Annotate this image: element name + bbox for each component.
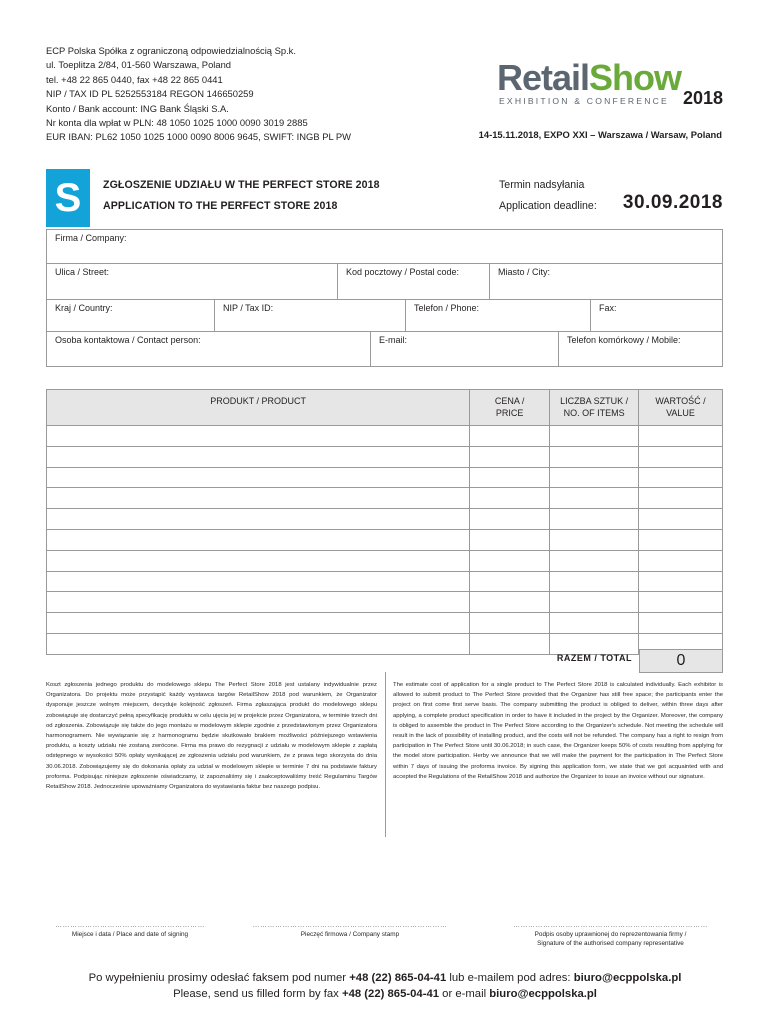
contact-person-field[interactable]: Osoba kontaktowa / Contact person:	[55, 335, 201, 345]
form-row-country	[47, 300, 722, 332]
footer-email-en[interactable]: biuro@ecppolska.pl	[489, 988, 597, 1000]
quantity-cell[interactable]	[550, 633, 639, 654]
table-row	[47, 633, 723, 654]
value-cell[interactable]	[639, 509, 723, 530]
value-cell[interactable]	[639, 613, 723, 634]
price-cell[interactable]	[470, 509, 550, 530]
table-row	[47, 571, 723, 592]
value-cell[interactable]	[639, 529, 723, 550]
product-cell[interactable]	[47, 613, 470, 634]
mobile-field[interactable]: Telefon komórkowy / Mobile:	[558, 332, 724, 367]
footer-pl: Po wypełnieniu prosimy odesłać faksem pod numer +48 (22) 865-04-41 lub e-mailem pod adres: biuro@ecppolska.pl	[88, 972, 682, 984]
postal-code-field[interactable]: Kod pocztowy / Postal code:	[337, 264, 489, 299]
terms-pl: Koszt zgłoszenia jednego produktu do modelowego sklepu The Perfect Store 2018 jest ustalany indywidualnie przez Organizatora. Do projektu może przystąpić każdy wystawca targów RetailShow 2018 pod warunkiem, że Organizator dysponuje jeszcze wolnym miejscem, decyduje kolejność zgłoszeń. Firma zgłaszająca produkt do modelowego sklepu zobowiązuje się dostarczyć pełną specyfikację produktu w celu ujęcia jej w projekcie przez Organizatora, w terminie trzech dni od zgłoszenia. Zobowiązuje się także do jego montażu w modelowym sklepie zgodnie z przedstawionym przez Organizatora harmonogramem. Nie wywiązanie się z harmonogramu będzie skutkowało brakiem możliwości późniejszego wstawienia produktu, a koszty udziału nie zostaną zwrócone. Firma ma prawo do rezygnacji z udziału w modelowym sklepie z zapłatą odstępnego w wysokości 50% opłaty wynikającej ze zgłoszenia udziału pod warunkiem, że z prawa tego skorzysta do dnia 30.06.2018. Zobowiązujemy się do dokonania opłaty za udział w modelowym sklepie w terminie 7 dni na podstawie faktury proforma. Podpisując niniejsze zgłoszenie oświadczamy, iż zapoznaliśmy się i zaakceptowaliśmy treść Regulaminu Targów RetailShow 2018. Jednocześnie upoważniamy Organizatora do wystawiania faktur bez naszego podpisu.	[46, 682, 377, 791]
price-cell[interactable]	[470, 426, 550, 447]
price-cell[interactable]	[470, 592, 550, 613]
email-field[interactable]: E-mail:	[370, 332, 558, 367]
table-row	[47, 550, 723, 571]
quantity-cell[interactable]	[550, 529, 639, 550]
price-cell[interactable]	[470, 613, 550, 634]
product-table	[46, 389, 723, 655]
footer-fax-pl: +48 (22) 865-04-41	[349, 972, 447, 984]
phone-field[interactable]: Telefon / Phone:	[405, 300, 590, 331]
price-cell[interactable]	[470, 571, 550, 592]
footer-instructions	[0, 970, 770, 1002]
footer-email-pl[interactable]: biuro@ecppolska.pl	[573, 972, 682, 984]
product-cell[interactable]	[47, 509, 470, 530]
city-field[interactable]: Miasto / City:	[489, 264, 724, 299]
logo-retail: Retail	[497, 57, 590, 98]
company-tax: NIP / TAX ID PL 5252553184 REGON 146650259	[46, 88, 254, 100]
fax-field[interactable]: Fax:	[590, 300, 724, 331]
value-cell[interactable]	[639, 467, 723, 488]
signature-place-date[interactable]	[46, 921, 214, 939]
company-details-form	[46, 229, 723, 367]
product-cell[interactable]	[47, 592, 470, 613]
value-cell[interactable]	[639, 571, 723, 592]
quantity-cell[interactable]	[550, 571, 639, 592]
table-row	[47, 446, 723, 467]
price-cell[interactable]	[470, 467, 550, 488]
footer-en: Please, send us filled form by fax +48 (22) 865-04-41 or e-mail biuro@ecppolska.pl	[173, 988, 597, 1000]
form-row-address	[47, 264, 722, 300]
form-row-contact	[47, 332, 722, 367]
quantity-cell[interactable]	[550, 488, 639, 509]
company-address: ul. Toeplitza 2/84, 01-560 Warszawa, Poland	[46, 59, 232, 71]
dotted-line: ……………………………………………………………………	[513, 922, 708, 929]
col-product: PRODUKT / PRODUCT	[47, 390, 470, 426]
company-info	[46, 44, 351, 145]
table-row	[47, 509, 723, 530]
table-row	[47, 592, 723, 613]
footer-fax-en: +48 (22) 865-04-41	[341, 988, 440, 1000]
price-cell[interactable]	[470, 529, 550, 550]
value-cell[interactable]	[639, 550, 723, 571]
product-cell[interactable]	[47, 550, 470, 571]
table-row	[47, 426, 723, 447]
signature-representative[interactable]	[498, 921, 723, 948]
place-date-caption: Miejsce i data / Place and date of signing	[71, 931, 189, 938]
product-cell[interactable]	[47, 426, 470, 447]
country-field[interactable]: Kraj / Country:	[55, 303, 113, 313]
quantity-cell[interactable]	[550, 426, 639, 447]
form-row-company	[47, 230, 722, 264]
product-rows	[47, 426, 723, 655]
representative-caption-en: Signature of the authorised company representative	[537, 940, 684, 947]
value-cell[interactable]	[639, 488, 723, 509]
company-account-eur: EUR IBAN: PL62 1050 1025 1000 0090 8006 9645, SWIFT: INGB PL PW	[46, 131, 352, 143]
product-cell[interactable]	[47, 571, 470, 592]
company-bank: Konto / Bank account: ING Bank Śląski S.A.	[46, 102, 229, 114]
total-value[interactable]: 0	[639, 649, 723, 673]
dotted-line: ……………………………………………………	[55, 922, 205, 929]
signature-company-stamp[interactable]	[240, 921, 460, 939]
quantity-cell[interactable]	[550, 592, 639, 613]
value-cell[interactable]	[639, 426, 723, 447]
quantity-cell[interactable]	[550, 467, 639, 488]
quantity-cell[interactable]	[550, 446, 639, 467]
price-cell[interactable]	[470, 488, 550, 509]
company-phone: tel. +48 22 865 0440, fax +48 22 865 0441	[46, 73, 223, 85]
company-account-pln: Nr konta dla wpłat w PLN: 48 1050 1025 1000 0090 3019 2885	[46, 117, 308, 129]
section-header	[46, 169, 723, 227]
product-table-header	[47, 390, 723, 426]
logo-subtitle: EXHIBITION & CONFERENCE	[499, 96, 669, 106]
value-cell[interactable]	[639, 592, 723, 613]
form-title-en: APPLICATION TO THE PERFECT STORE 2018	[103, 200, 338, 212]
company-name: ECP Polska Spółka z ograniczoną odpowiedzialnością Sp.k.	[46, 45, 296, 56]
price-cell[interactable]	[470, 550, 550, 571]
col-quantity: LICZBA SZTUK / NO. OF ITEMS	[550, 390, 639, 426]
col-price: CENA / PRICE	[470, 390, 550, 426]
total-label: RAZEM / TOTAL	[556, 653, 632, 663]
quantity-cell[interactable]	[550, 550, 639, 571]
terms-en: The estimate cost of application for a single product to The Perfect Store 2018 is calculated individually. Each exhibitor is allowed to submit product to The Perfect Store provided that the Organizer has still free space; the participants enter the project on first come first serve basis. The company submitting the product is obliged to deliver, within three days after applying, a complete product specification in order to have it included in the project by the Organizer. Moreover, the company is obliged to assemble the product in The Perfect Store according to the Organizer's schedule. Not meeting the schedule will result in the lack of possibility of installing product, and the costs will not be refunded. The company has a right to resign from participation in The Perfect Store until 30.06.2018; in such case, the Organizer keeps 50% of costs resulting from applying for the model store participation. Herby we announce that we will make the payment for the participation in The Perfect Store within 7 days of issuing the proforma invoice. By signing this application form, we state that we got acquainted with and accepted the Regulations of the RetailShow 2018 and authorize the Organizer to issue an invoice without our signature.	[393, 682, 723, 780]
price-cell[interactable]	[470, 446, 550, 467]
product-cell[interactable]	[47, 488, 470, 509]
logo-show: Show	[589, 57, 682, 98]
quantity-cell[interactable]	[550, 509, 639, 530]
table-row	[47, 613, 723, 634]
deadline-label-en: Application deadline:	[499, 200, 597, 212]
company-field[interactable]: Firma / Company:	[55, 233, 127, 243]
retailshow-logo	[497, 52, 723, 112]
product-cell[interactable]	[47, 529, 470, 550]
table-row	[47, 529, 723, 550]
nip-field[interactable]: NIP / Tax ID:	[214, 300, 405, 331]
table-row	[47, 488, 723, 509]
representative-caption-pl: Podpis osoby uprawnionej do reprezentowania firmy /	[534, 931, 687, 938]
table-row	[47, 467, 723, 488]
product-cell[interactable]	[47, 446, 470, 467]
stamp-caption: Pieczęć firmowa / Company stamp	[300, 931, 400, 938]
form-title-pl: ZGŁOSZENIE UDZIAŁU W THE PERFECT STORE 2018	[103, 179, 380, 191]
terms-divider	[385, 672, 386, 837]
section-badge: S	[46, 169, 90, 227]
product-cell[interactable]	[47, 467, 470, 488]
deadline-date: 30.09.2018	[622, 192, 723, 213]
product-cell[interactable]	[47, 633, 470, 654]
col-value: WARTOŚĆ / VALUE	[639, 390, 723, 426]
deadline-label-pl: Termin nadsyłania	[499, 179, 585, 191]
quantity-cell[interactable]	[550, 613, 639, 634]
event-date-location: 14-15.11.2018, EXPO XXI – Warszawa / Warsaw, Poland	[478, 129, 722, 140]
logo-year: 2018	[682, 88, 723, 108]
dotted-line: ……………………………………………………………………	[252, 922, 448, 929]
value-cell[interactable]	[639, 446, 723, 467]
street-field[interactable]: Ulica / Street:	[55, 267, 110, 277]
price-cell[interactable]	[470, 633, 550, 654]
